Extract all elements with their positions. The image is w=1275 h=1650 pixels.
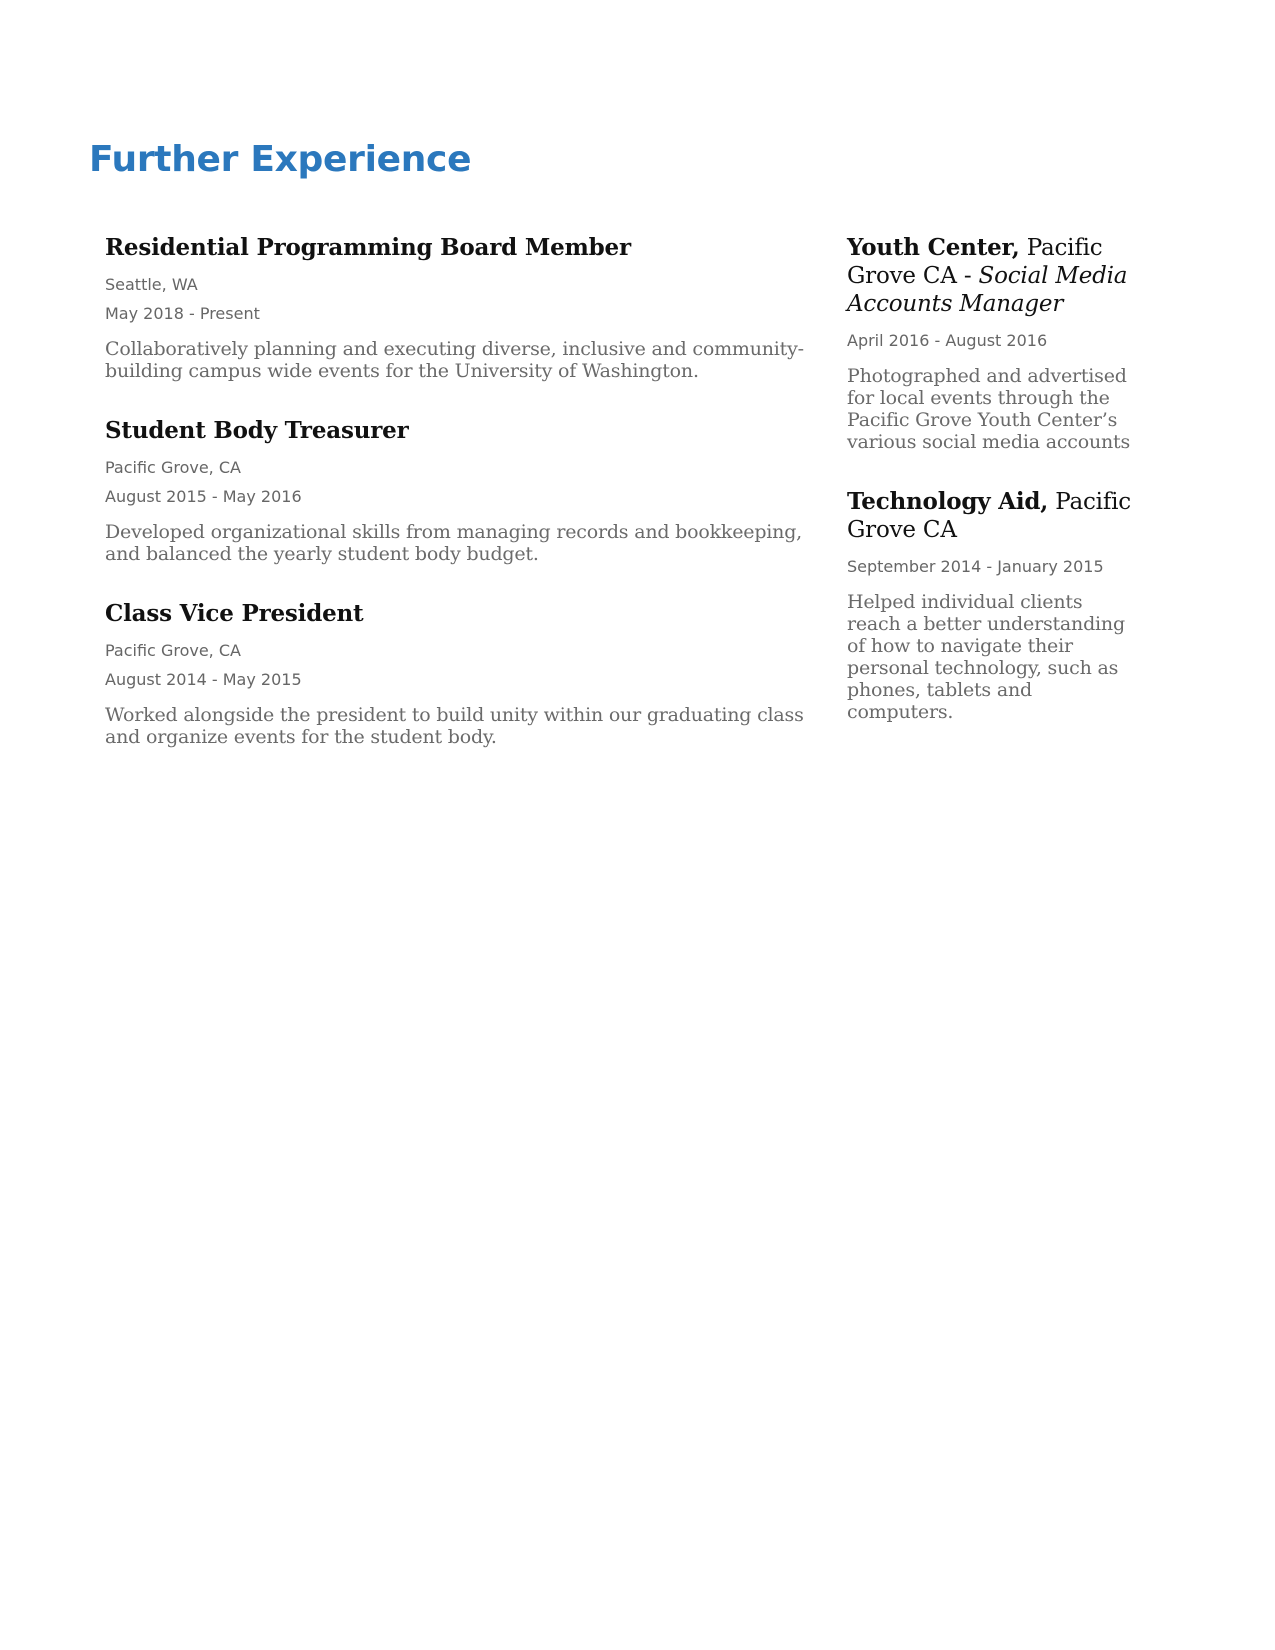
job-description: Helped individual clients reach a better understanding of how to navigate their personal technology, such as phones, tablets and computers.	[847, 591, 1125, 723]
organization-place: Pacific Grove CA	[847, 489, 1131, 543]
job-dates: May 2018 - Present	[105, 304, 260, 323]
experience-entry-vice-president	[105, 600, 805, 748]
job-title: Student Body Treasurer	[105, 417, 409, 444]
job-dates: April 2016 - August 2016	[847, 331, 1048, 350]
left-column	[105, 234, 805, 783]
job-dates: August 2014 - May 2015	[105, 670, 302, 689]
job-description: Developed organizational skills from managing records and bookkeeping, and balanced the yearly student body budget.	[105, 521, 802, 565]
job-description: Worked alongside the president to build unity within our graduating class and organize events for the student body.	[105, 704, 804, 748]
organization-name: Youth Center,	[847, 234, 1020, 261]
job-location: Seattle, WA	[105, 275, 198, 294]
experience-entry-youth-center	[847, 234, 1137, 453]
right-column	[847, 234, 1137, 758]
job-location: Pacific Grove, CA	[105, 458, 241, 477]
job-title: Class Vice President	[105, 600, 364, 627]
job-title: Residential Programming Board Member	[105, 234, 631, 261]
job-heading	[847, 488, 1137, 544]
section-title: Further Experience	[89, 139, 472, 180]
job-description: Photographed and advertised for local events through the Pacific Grove Youth Center’s various social media accounts	[847, 365, 1131, 453]
experience-entry-treasurer	[105, 417, 805, 565]
job-dates: September 2014 - January 2015	[847, 557, 1104, 576]
job-heading	[847, 234, 1137, 318]
job-dates: August 2015 - May 2016	[105, 487, 302, 506]
experience-entry-technology-aid	[847, 488, 1137, 723]
job-location: Pacific Grove, CA	[105, 641, 241, 660]
organization-name: Technology Aid,	[847, 488, 1049, 515]
job-role: Social Media Accounts Manager	[847, 263, 1128, 317]
job-description: Collaboratively planning and executing diverse, inclusive and community-building campus wide events for the University of Washington.	[105, 338, 804, 382]
organization-place: Pacific Grove CA -	[847, 235, 1103, 289]
experience-entry-programming-board	[105, 234, 805, 382]
